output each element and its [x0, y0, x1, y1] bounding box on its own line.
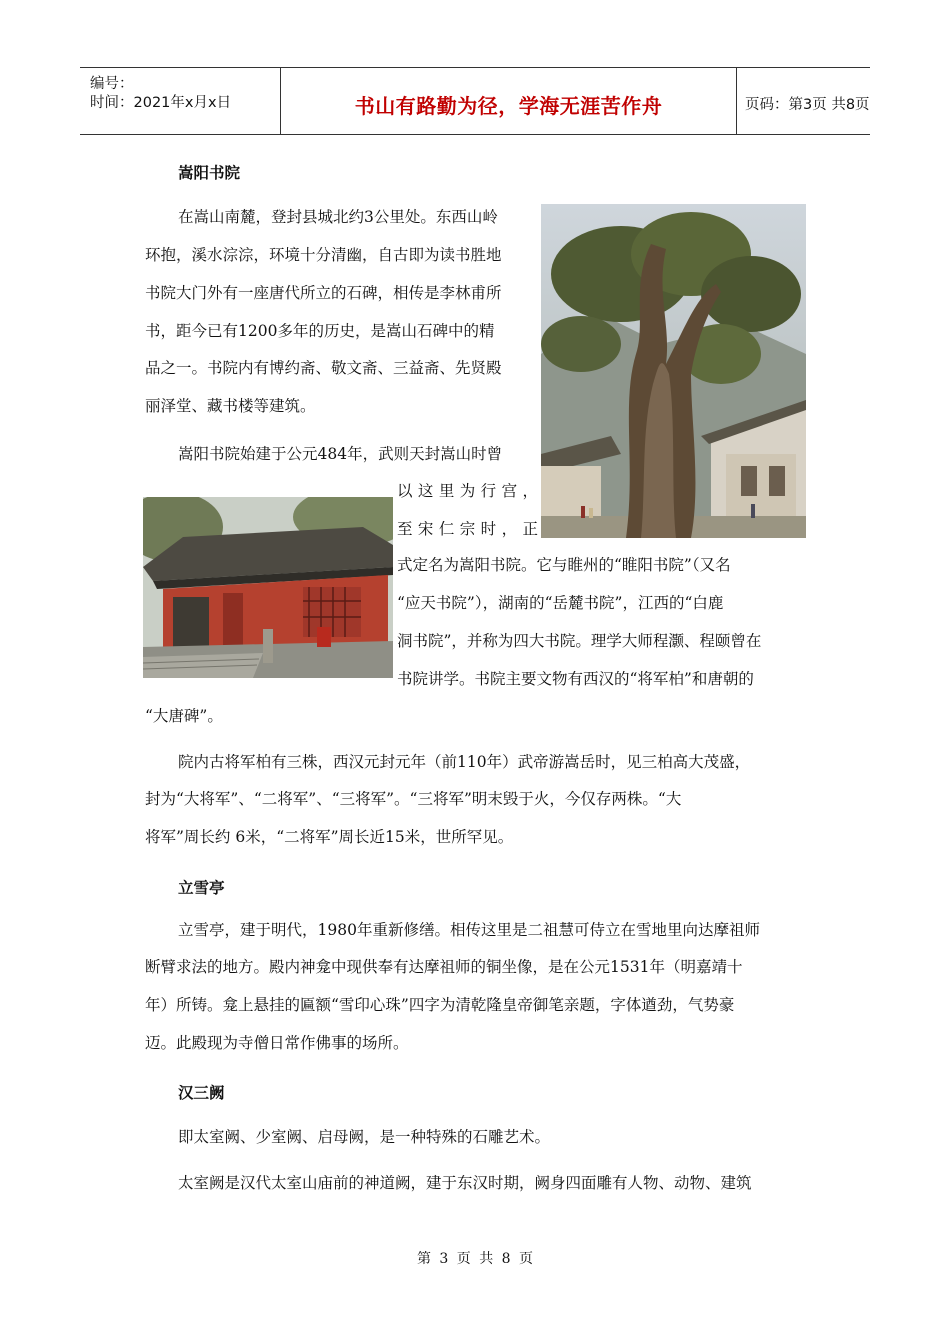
- paragraph-line: 环抱，溪水淙淙，环境十分清幽，自古即为读书胜地: [145, 246, 502, 264]
- paragraph-line: “大唐碑”。: [145, 707, 223, 725]
- paragraph-line: 太室阙是汉代太室山庙前的神道阙，建于东汉时期，阙身四面雕有人物、动物、建筑: [178, 1174, 752, 1192]
- paragraph-line: 式定名为嵩阳书院。它与睢州的“睢阳书院”（又名: [397, 556, 731, 574]
- section-title-hansanque: 汉三阙: [178, 1083, 225, 1102]
- paragraph-line: 嵩阳书院始建于公元484年，武则天封嵩山时曾: [178, 445, 503, 463]
- page-footer: 第 3 页 共 8 页: [416, 1251, 534, 1267]
- paragraph-line: 以这里为行宫，: [397, 482, 538, 500]
- paragraph-line: 在嵩山南麓，登封县城北约3公里处。东西山岭: [178, 208, 498, 226]
- paragraph-line: 洞书院”，并称为四大书院。理学大师程灏、程颐曾在: [397, 632, 762, 650]
- paragraph-line: 年）所铸。龛上悬挂的匾额“雪印心珠”四字为清乾隆皇帝御笔亲题，字体遒劲，气势豪: [145, 996, 735, 1014]
- paragraph-line: 即太室阙、少室阙、启母阙，是一种特殊的石雕艺术。: [178, 1128, 551, 1146]
- date-line: 时间：2021年x月x日: [90, 95, 232, 111]
- cypress-tree-photo: [541, 204, 806, 538]
- paragraph-line: 迈。此殿现为寺僧日常作佛事的场所。: [145, 1034, 409, 1052]
- paragraph-line: 院内古将军柏有三株，西汉元封元年（前110年）武帝游嵩岳时，见三柏高大茂盛，: [178, 753, 751, 771]
- paragraph-line: 书院讲学。书院主要文物有西汉的“将军柏”和唐朝的: [397, 670, 754, 688]
- motto: 书山有路勤为径，学海无涯苦作舟: [354, 94, 663, 118]
- academy-hall-photo: [143, 497, 393, 678]
- paragraph-line: 至宋仁宗时，正: [397, 520, 538, 538]
- paragraph-line: 丽泽堂、藏书楼等建筑。: [145, 397, 316, 415]
- header-page-cell: [737, 68, 870, 134]
- paragraph-line: 封为“大将军”、“二将军”、“三将军”。“三将军”明末毁于火，今仅存两株。“大: [145, 790, 682, 808]
- number-label: 编号：: [90, 76, 134, 92]
- section-title-lixueting: 立雪亭: [178, 878, 225, 897]
- paragraph-line: 书，距今已有1200多年的历史，是嵩山石碑中的精: [145, 322, 495, 340]
- paragraph-line: 书院大门外有一座唐代所立的石碑，相传是李林甫所: [145, 284, 502, 302]
- paragraph-line: “应天书院”），湖南的“岳麓书院”，江西的“白鹿: [397, 594, 724, 612]
- paragraph-line: 立雪亭，建于明代，1980年重新修缮。相传这里是二祖慧可侍立在雪地里向达摩祖师: [178, 921, 760, 939]
- paragraph-line: 品之一。书院内有博约斋、敬文斋、三益斋、先贤殿: [145, 359, 502, 377]
- header-motto-cell: [281, 68, 737, 134]
- header-meta-cell: [80, 68, 281, 134]
- paragraph-line: 断臂求法的地方。殿内神龛中现供奉有达摩祖师的铜坐像，是在公元1531年（明嘉靖十: [145, 958, 743, 976]
- page-info: 页码：第3页 共8页: [745, 97, 870, 113]
- section-title-songyang: 嵩阳书院: [178, 163, 241, 182]
- document-header: [80, 67, 870, 135]
- paragraph-line: 将军”周长约 6米，“二将军”周长近15米，世所罕见。: [145, 828, 514, 846]
